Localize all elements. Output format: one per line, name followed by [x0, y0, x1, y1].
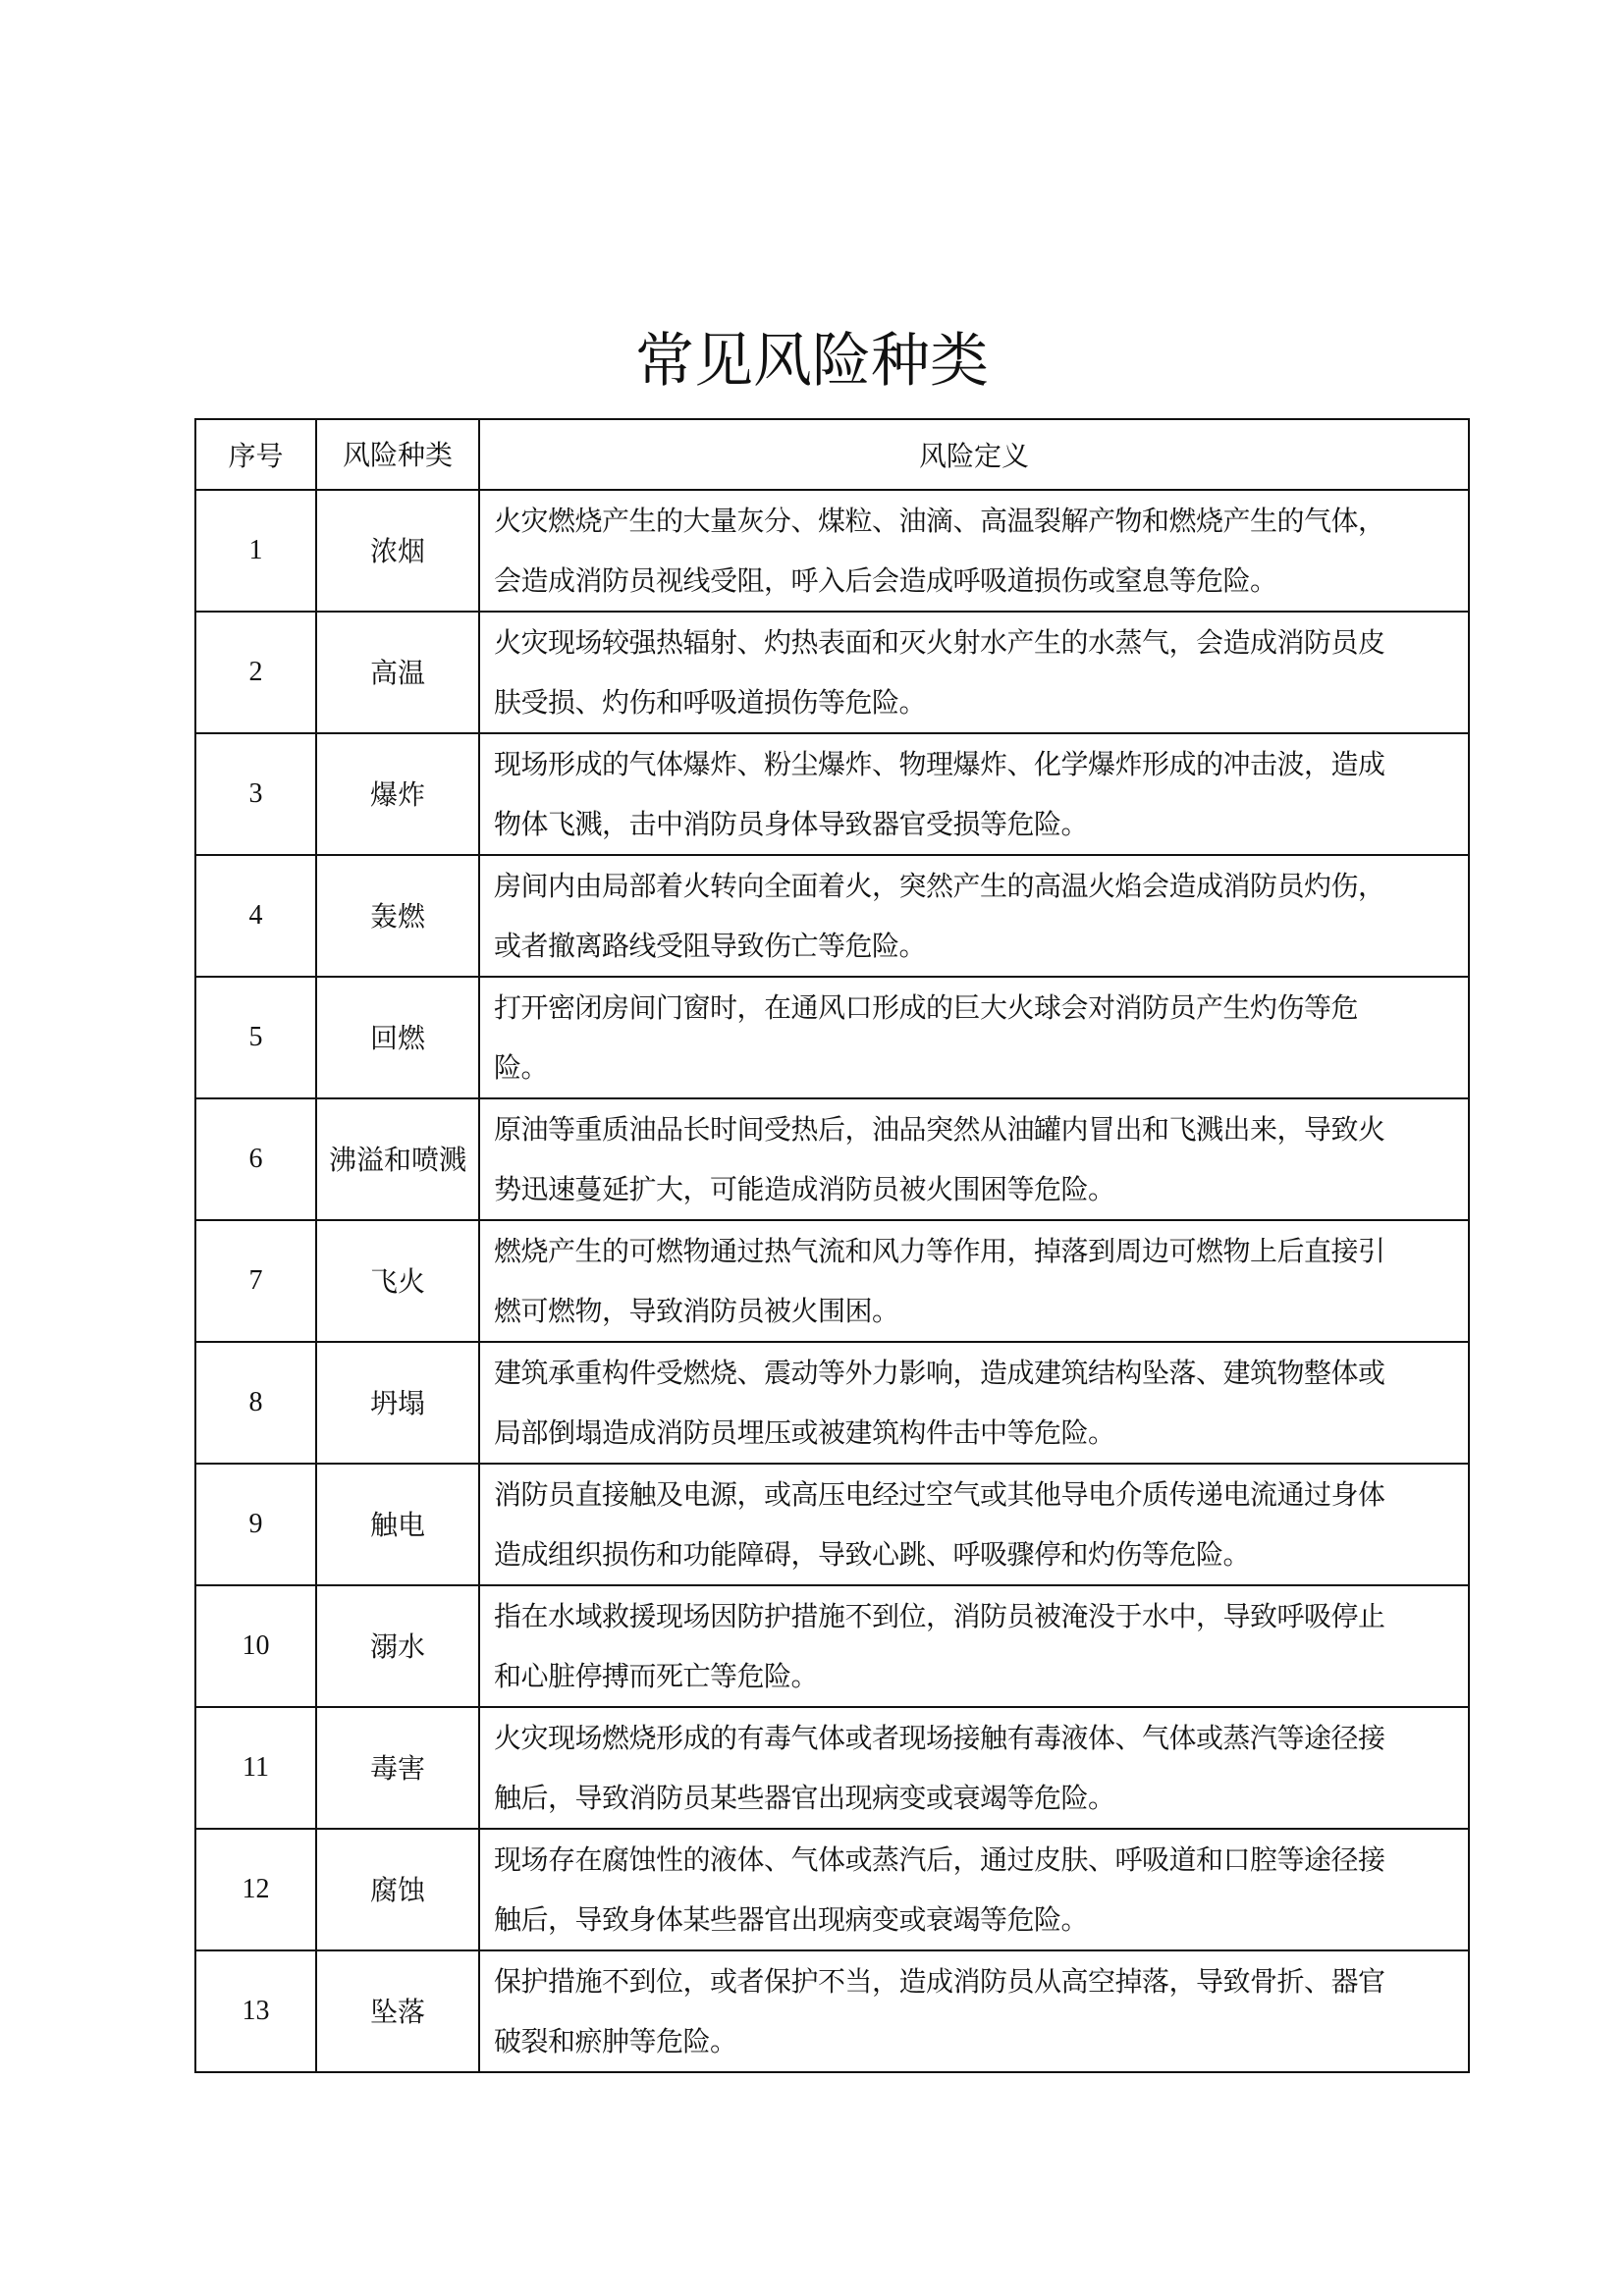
definition-line: 和心脏停搏而死亡等危险。 [494, 1660, 819, 1692]
row-number: 1 [195, 490, 316, 612]
row-number: 5 [195, 977, 316, 1098]
definition-line: 破裂和瘀肿等危险。 [494, 2025, 737, 2057]
table-row [195, 612, 1469, 733]
header-risk-type: 风险种类 [316, 419, 479, 490]
row-number: 8 [195, 1342, 316, 1464]
risk-type: 毒害 [316, 1707, 479, 1829]
definition-line: 原油等重质油品长时间受热后，油品突然从油罐内冒出和飞溅出来，导致火 [494, 1113, 1385, 1146]
risk-type: 回燃 [316, 977, 479, 1098]
table-row [195, 1950, 1469, 2072]
risk-type: 爆炸 [316, 733, 479, 855]
risk-definition [479, 1829, 1469, 1950]
row-number: 2 [195, 612, 316, 733]
definition-line: 现场存在腐蚀性的液体、气体或蒸汽后，通过皮肤、呼吸道和口腔等途径接 [494, 1843, 1385, 1876]
row-number: 9 [195, 1464, 316, 1585]
table-row [195, 1342, 1469, 1464]
risk-definition [479, 490, 1469, 612]
definition-line: 造成组织损伤和功能障碍，导致心跳、呼吸骤停和灼伤等危险。 [494, 1538, 1251, 1571]
table-row [195, 855, 1469, 977]
definition-line: 肤受损、灼伤和呼吸道损伤等危险。 [494, 686, 927, 719]
page-title: 常见风险种类 [635, 327, 989, 396]
definition-line: 保护措施不到位，或者保护不当，造成消防员从高空掉落，导致骨折、器官 [494, 1965, 1385, 1998]
definition-line: 现场形成的气体爆炸、粉尘爆炸、物理爆炸、化学爆炸形成的冲击波，造成 [494, 748, 1385, 780]
definition-line: 物体飞溅，击中消防员身体导致器官受损等危险。 [494, 808, 1089, 840]
definition-line: 局部倒塌造成消防员埋压或被建筑构件击中等危险。 [494, 1416, 1115, 1449]
risk-type: 浓烟 [316, 490, 479, 612]
table-row [195, 1464, 1469, 1585]
header-risk-definition: 风险定义 [479, 419, 1469, 490]
table-row [195, 977, 1469, 1098]
table-row [195, 1098, 1469, 1220]
risk-type: 坍塌 [316, 1342, 479, 1464]
risk-table [194, 418, 1470, 2073]
definition-line: 火灾燃烧产生的大量灰分、煤粒、油滴、高温裂解产物和燃烧产生的气体， [494, 505, 1385, 537]
risk-definition [479, 977, 1469, 1098]
risk-definition [479, 855, 1469, 977]
definition-line: 火灾现场较强热辐射、灼热表面和灭火射水产生的水蒸气，会造成消防员皮 [494, 626, 1385, 659]
definition-line: 势迅速蔓延扩大，可能造成消防员被火围困等危险。 [494, 1173, 1115, 1205]
row-number: 4 [195, 855, 316, 977]
header-number: 序号 [195, 419, 316, 490]
definition-line: 触后，导致消防员某些器官出现病变或衰竭等危险。 [494, 1782, 1115, 1814]
definition-line: 建筑承重构件受燃烧、震动等外力影响，造成建筑结构坠落、建筑物整体或 [494, 1357, 1385, 1389]
risk-definition [479, 1707, 1469, 1829]
risk-definition [479, 1464, 1469, 1585]
definition-line: 触后，导致身体某些器官出现病变或衰竭等危险。 [494, 1903, 1089, 1936]
row-number: 7 [195, 1220, 316, 1342]
definition-line: 燃可燃物，导致消防员被火围困。 [494, 1295, 899, 1327]
risk-type: 轰燃 [316, 855, 479, 977]
risk-definition [479, 1220, 1469, 1342]
risk-definition [479, 1585, 1469, 1707]
risk-type: 沸溢和喷溅 [316, 1098, 479, 1220]
definition-line: 或者撤离路线受阻导致伤亡等危险。 [494, 930, 927, 962]
definition-line: 燃烧产生的可燃物通过热气流和风力等作用，掉落到周边可燃物上后直接引 [494, 1235, 1385, 1267]
risk-type: 溺水 [316, 1585, 479, 1707]
definition-line: 房间内由局部着火转向全面着火，突然产生的高温火焰会造成消防员灼伤， [494, 870, 1385, 902]
row-number: 12 [195, 1829, 316, 1950]
table-row [195, 1707, 1469, 1829]
table-row [195, 733, 1469, 855]
risk-type: 触电 [316, 1464, 479, 1585]
risk-definition [479, 1342, 1469, 1464]
definition-line: 险。 [494, 1051, 549, 1084]
risk-definition [479, 733, 1469, 855]
risk-type: 腐蚀 [316, 1829, 479, 1950]
risk-definition [479, 612, 1469, 733]
row-number: 13 [195, 1950, 316, 2072]
definition-line: 火灾现场燃烧形成的有毒气体或者现场接触有毒液体、气体或蒸汽等途径接 [494, 1722, 1385, 1754]
table-row [195, 1829, 1469, 1950]
table-row [195, 490, 1469, 612]
row-number: 6 [195, 1098, 316, 1220]
table-row [195, 1585, 1469, 1707]
definition-line: 会造成消防员视线受阻，呼入后会造成呼吸道损伤或窒息等危险。 [494, 564, 1277, 597]
definition-line: 消防员直接触及电源，或高压电经过空气或其他导电介质传递电流通过身体 [494, 1478, 1385, 1511]
table-row [195, 1220, 1469, 1342]
definition-line: 打开密闭房间门窗时，在通风口形成的巨大火球会对消防员产生灼伤等危 [494, 991, 1359, 1024]
risk-definition [479, 1950, 1469, 2072]
risk-definition [479, 1098, 1469, 1220]
definition-line: 指在水域救援现场因防护措施不到位，消防员被淹没于水中，导致呼吸停止 [494, 1600, 1385, 1632]
risk-type: 坠落 [316, 1950, 479, 2072]
row-number: 3 [195, 733, 316, 855]
row-number: 10 [195, 1585, 316, 1707]
risk-type: 飞火 [316, 1220, 479, 1342]
row-number: 11 [195, 1707, 316, 1829]
table-header-row [195, 419, 1469, 490]
risk-type: 高温 [316, 612, 479, 733]
